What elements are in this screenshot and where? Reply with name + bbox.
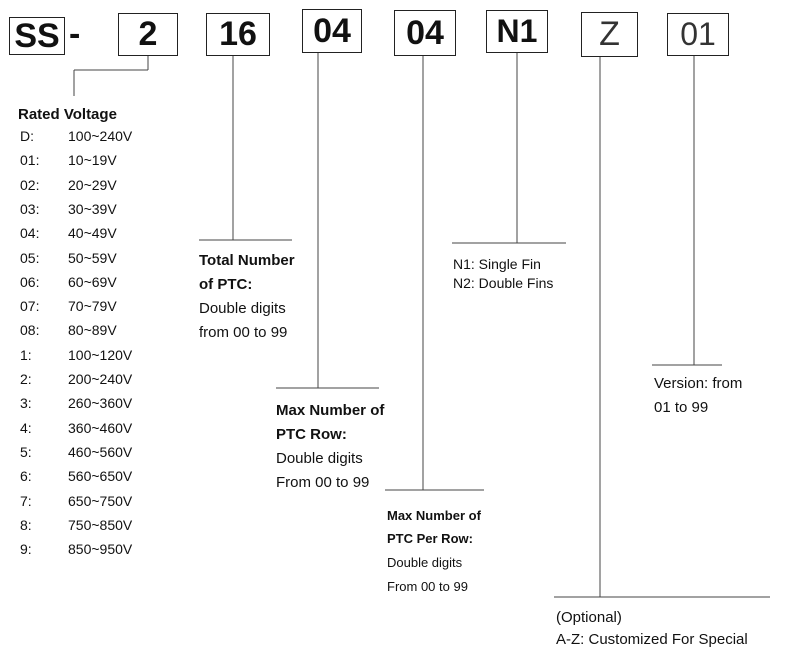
segment-box-optional: Z [581, 12, 638, 57]
voltage-value: 70~79V [68, 298, 117, 315]
voltage-row [20, 322, 117, 338]
voltage-code: 9: [20, 541, 32, 558]
voltage-row [20, 225, 117, 241]
voltage-value: 40~49V [68, 225, 117, 242]
max-per-row-title-line1: Max Number of [387, 508, 481, 523]
total-ptc-title-line2: of PTC: [199, 276, 253, 293]
max-per-row-desc-line2: From 00 to 99 [387, 579, 468, 594]
voltage-value: 50~59V [68, 249, 117, 266]
voltage-code: 06: [20, 273, 40, 290]
voltage-row [20, 517, 132, 533]
voltage-row [20, 250, 117, 266]
voltage-value: 30~39V [68, 200, 117, 217]
voltage-code: 03: [20, 200, 40, 217]
segment-box-ss: SS [9, 17, 65, 55]
fins-line1: N1: Single Fin [453, 256, 541, 272]
voltage-value: 10~19V [68, 152, 117, 169]
voltage-code: 8: [20, 516, 32, 533]
voltage-row [20, 541, 132, 557]
voltage-code: 3: [20, 395, 32, 412]
total-ptc-desc-line2: from 00 to 99 [199, 324, 288, 341]
rated-voltage-title: Rated Voltage [18, 106, 117, 123]
max-row-title-line1: Max Number of [276, 402, 385, 419]
voltage-value: 260~360V [68, 395, 133, 412]
voltage-row [20, 274, 117, 290]
voltage-value: 560~650V [68, 468, 133, 485]
voltage-code: 1: [20, 346, 32, 363]
voltage-row [20, 493, 132, 509]
voltage-value: 20~29V [68, 176, 117, 193]
segment-box-voltage: 2 [118, 13, 178, 56]
voltage-code: 01: [20, 152, 40, 169]
voltage-value: 460~560V [68, 443, 133, 460]
voltage-code: 7: [20, 492, 32, 509]
voltage-row [20, 201, 117, 217]
voltage-value: 100~240V [68, 128, 133, 144]
max-row-desc-line1: Double digits [276, 450, 363, 467]
voltage-value: 650~750V [68, 492, 133, 509]
voltage-value: 100~120V [68, 346, 133, 363]
segment-box-version: 01 [667, 13, 729, 56]
voltage-code: 4: [20, 419, 32, 436]
voltage-code: 04: [20, 225, 40, 242]
voltage-row [20, 128, 132, 144]
voltage-code: 2: [20, 371, 32, 387]
voltage-code: 05: [20, 249, 40, 266]
max-row-desc-line2: From 00 to 99 [276, 474, 370, 491]
max-per-row-title-line2: PTC Per Row: [387, 531, 473, 546]
voltage-row [20, 152, 117, 168]
voltage-row [20, 395, 132, 411]
voltage-row [20, 347, 132, 363]
voltage-value: 750~850V [68, 516, 133, 533]
voltage-code: 02: [20, 176, 40, 193]
voltage-value: 850~950V [68, 541, 133, 558]
voltage-code: 07: [20, 298, 40, 315]
voltage-code: 6: [20, 468, 32, 485]
optional-line1: (Optional) [556, 609, 622, 626]
voltage-row [20, 420, 132, 436]
voltage-row [20, 177, 117, 193]
voltage-code: 5: [20, 443, 32, 460]
voltage-value: 60~69V [68, 273, 117, 290]
segment-box-max-per-row: 04 [394, 10, 456, 56]
segment-hyphen: - [69, 15, 81, 53]
max-per-row-desc-line1: Double digits [387, 555, 463, 570]
voltage-value: 200~240V [68, 371, 133, 387]
version-line2: 01 to 99 [654, 399, 709, 416]
segment-box-total-ptc: 16 [206, 13, 270, 56]
voltage-value: 80~89V [68, 322, 117, 339]
segment-box-fins: N1 [486, 10, 548, 53]
fins-line2: N2: Double Fins [453, 275, 554, 291]
optional-line2: A-Z: Customized For Special [556, 631, 748, 648]
voltage-row [20, 298, 117, 314]
version-line1: Version: from [654, 375, 743, 392]
max-row-title-line2: PTC Row: [276, 426, 347, 443]
voltage-code: D: [20, 128, 34, 144]
voltage-row [20, 468, 132, 484]
voltage-value: 360~460V [68, 419, 133, 436]
segment-box-max-row: 04 [302, 9, 362, 53]
voltage-code: 08: [20, 322, 40, 339]
total-ptc-desc-line1: Double digits [199, 300, 286, 317]
total-ptc-title-line1: Total Number [199, 252, 295, 269]
voltage-row [20, 444, 132, 460]
voltage-row [20, 371, 132, 387]
